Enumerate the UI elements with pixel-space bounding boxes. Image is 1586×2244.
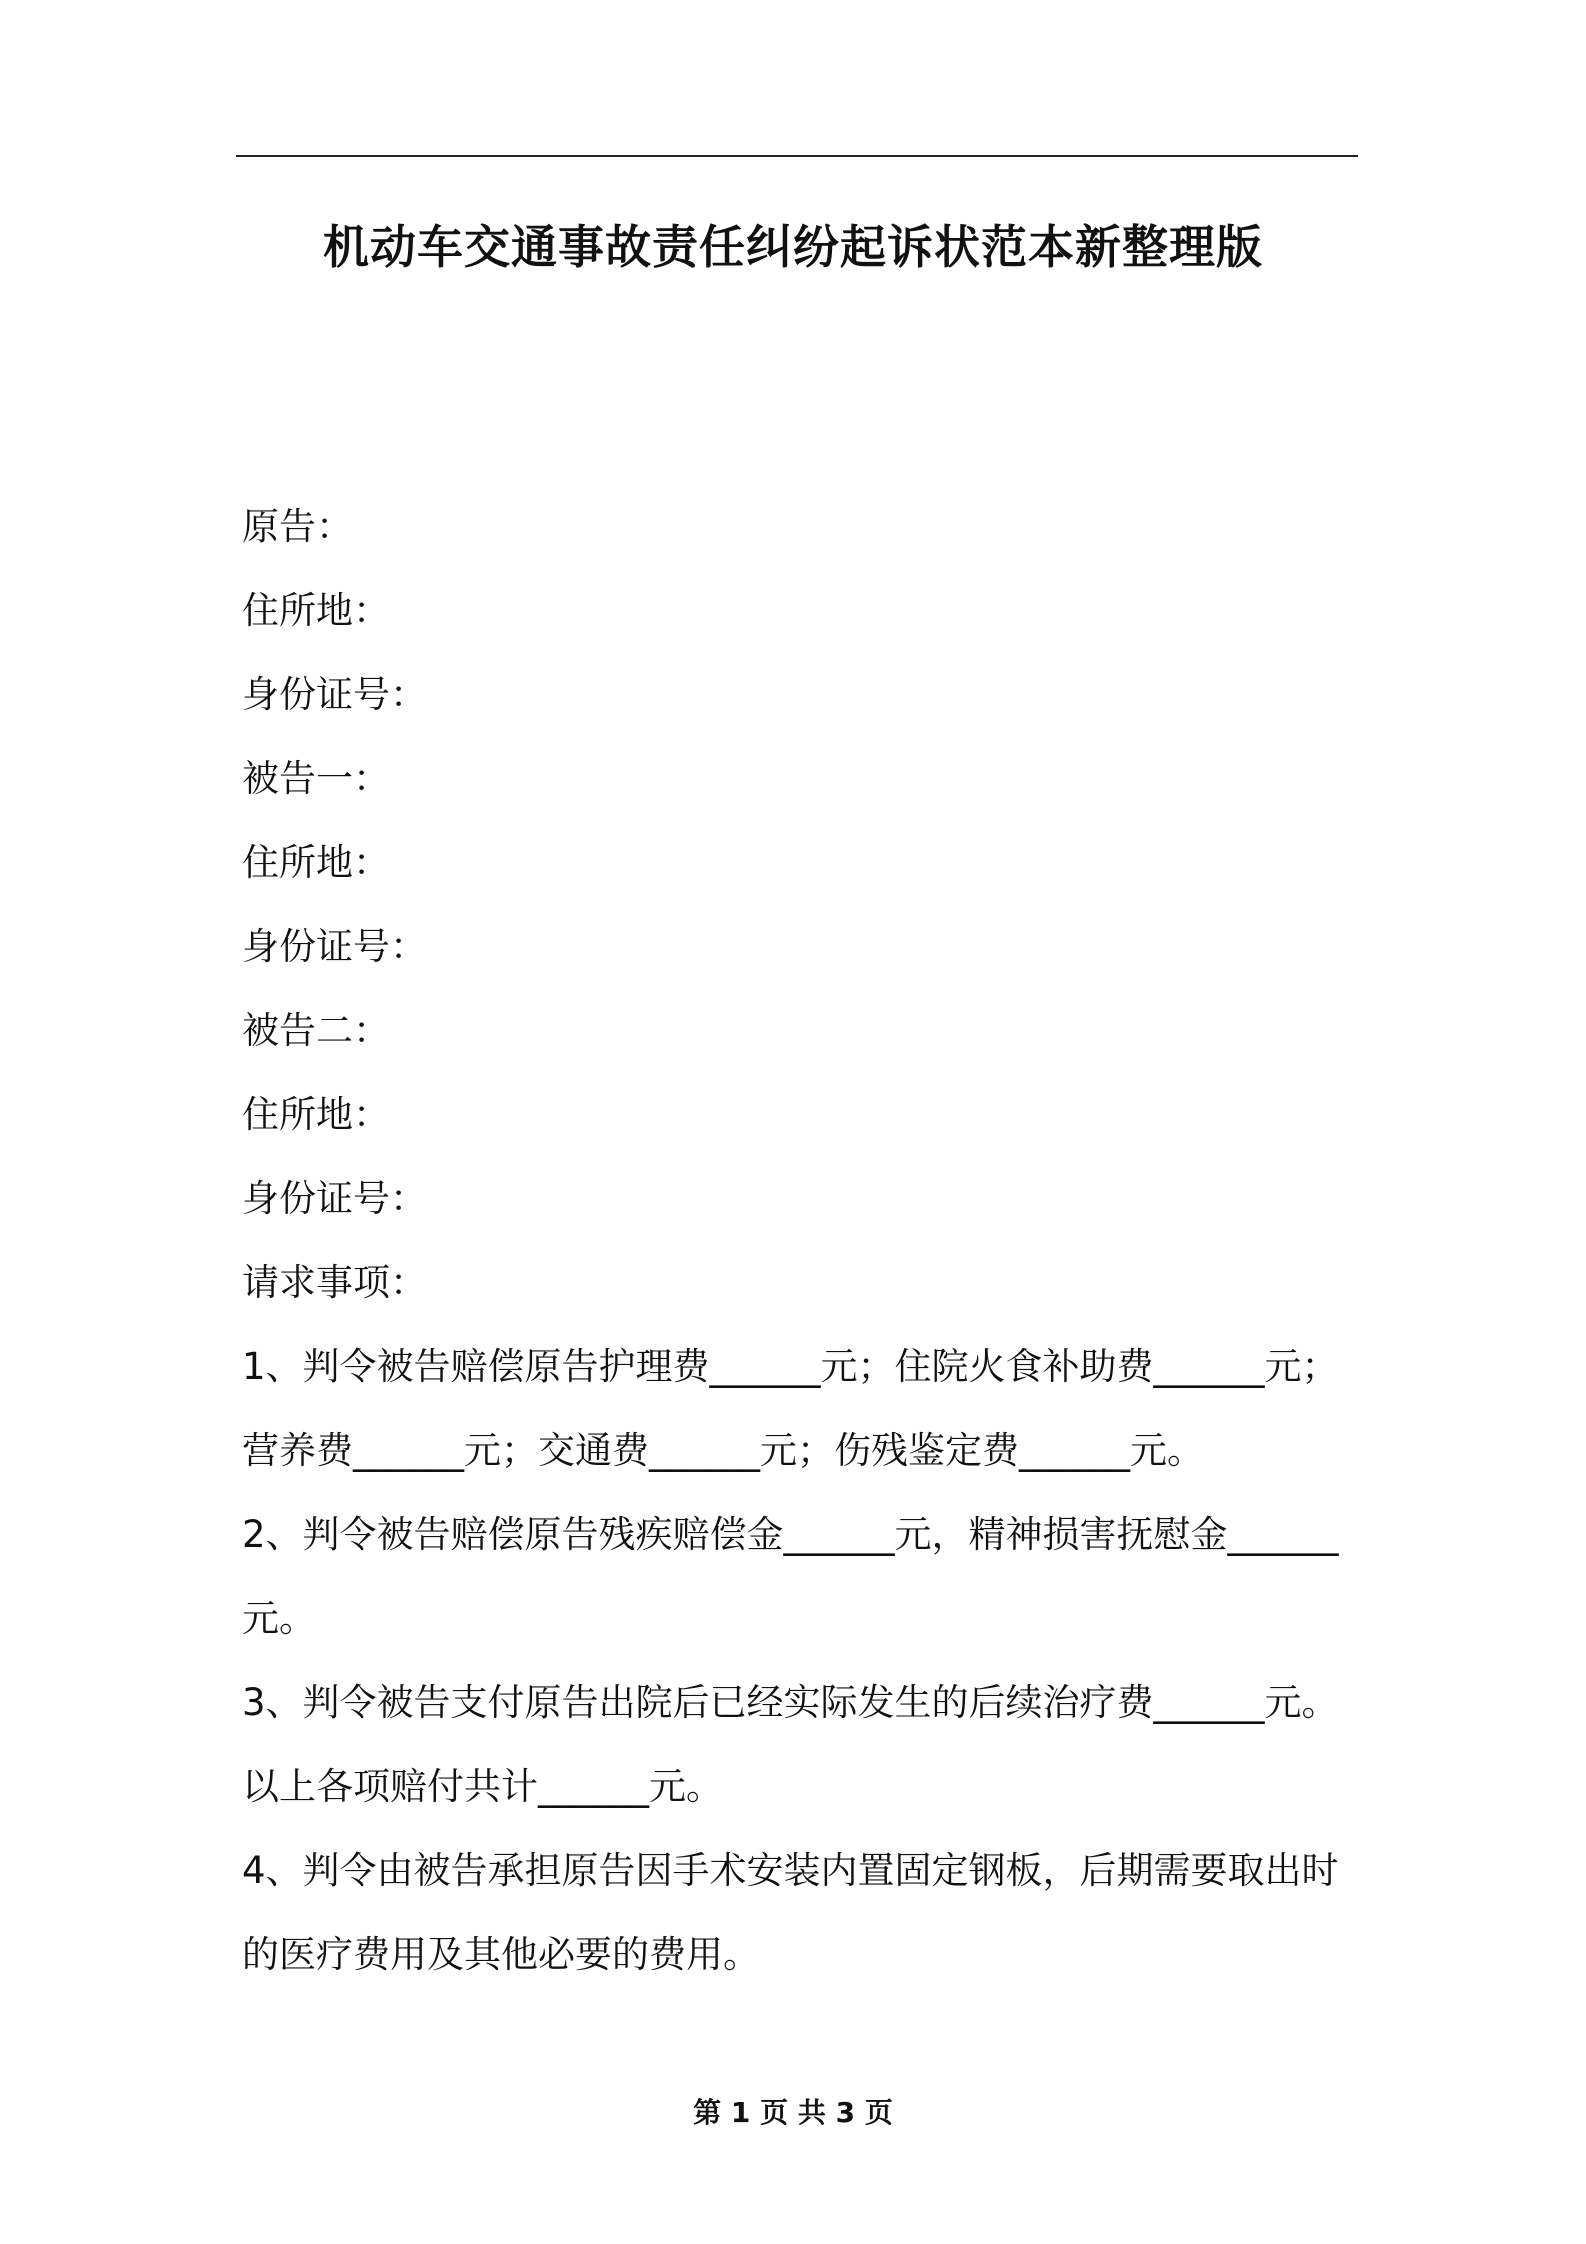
defendant-two-label: 被告二：: [242, 1009, 390, 1052]
claim-4-line-1: 4、判令由被告承担原告因手术安装内置固定钢板，后期需要取出时: [242, 1849, 1339, 1892]
plaintiff-label: 原告：: [242, 505, 353, 548]
header-rule: [236, 155, 1358, 157]
claims-total-line: 以上各项赔付共计______元。: [242, 1765, 723, 1808]
defendant-two-id-label: 身份证号：: [242, 1177, 427, 1220]
defendant-two-address-label: 住所地：: [242, 1093, 390, 1136]
claims-heading: 请求事项：: [242, 1261, 427, 1304]
document-title: 机动车交通事故责任纠纷起诉状范本新整理版: [323, 220, 1263, 274]
defendant-one-label: 被告一：: [242, 757, 390, 800]
document-body: [242, 485, 1362, 1997]
defendant-one-id-label: 身份证号：: [242, 925, 427, 968]
claim-1-line-1: 1、判令被告赔偿原告护理费______元；住院火食补助费______元；: [242, 1345, 1339, 1388]
claim-4-line-2: 的医疗费用及其他必要的费用。: [242, 1933, 760, 1976]
defendant-one-address-label: 住所地：: [242, 841, 390, 884]
claim-1-line-2: 营养费______元；交通费______元；伤残鉴定费______元。: [242, 1429, 1204, 1472]
plaintiff-address-label: 住所地：: [242, 589, 390, 632]
claim-3-line-1: 3、判令被告支付原告出院后已经实际发生的后续治疗费______元。: [242, 1681, 1339, 1724]
page-number-footer: 第 1 页 共 3 页: [693, 2096, 893, 2129]
claim-2-line-1: 2、判令被告赔偿原告残疾赔偿金______元，精神损害抚慰金______: [242, 1513, 1339, 1556]
plaintiff-id-label: 身份证号：: [242, 673, 427, 716]
claim-2-line-2: 元。: [242, 1597, 316, 1640]
